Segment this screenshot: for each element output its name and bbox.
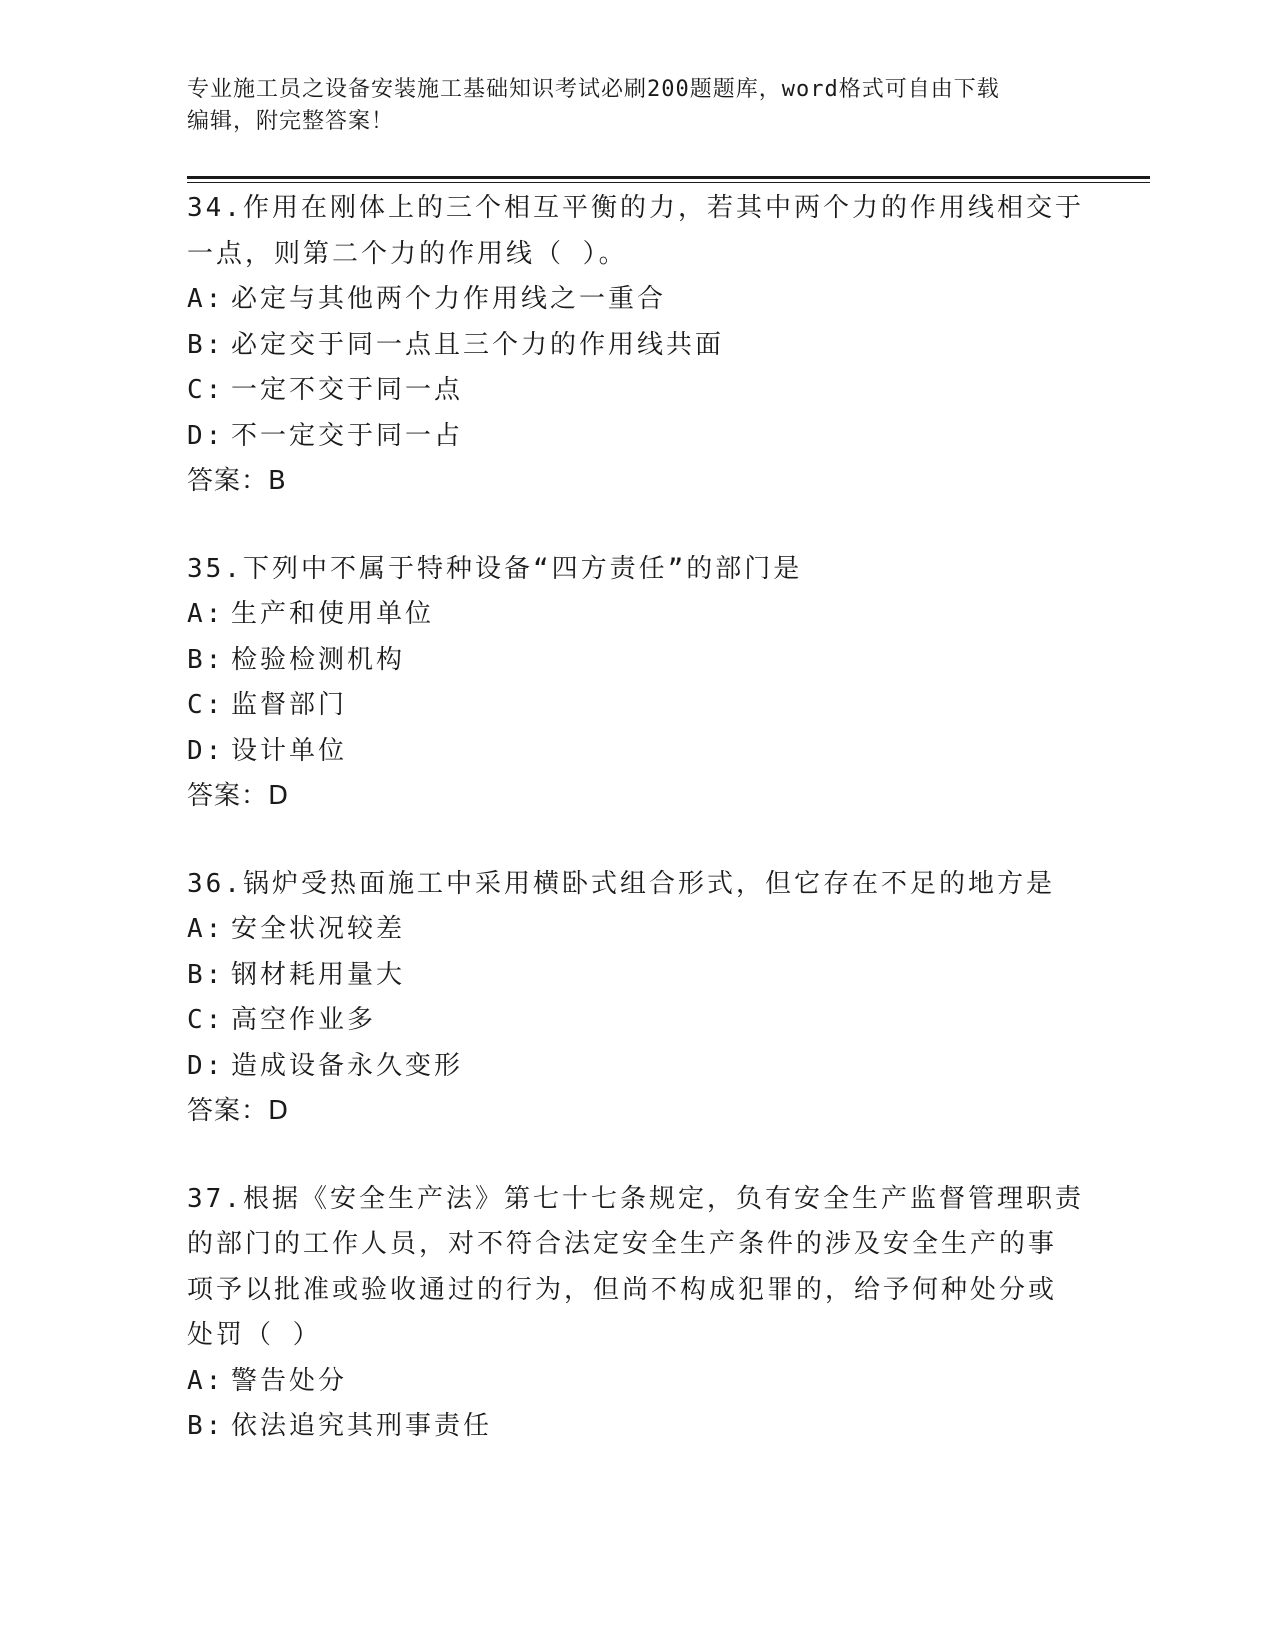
option-text: 不一定交于同一占 bbox=[231, 420, 464, 451]
question-37 bbox=[187, 1177, 1087, 1450]
question-stem-line: 37.根据《安全生产法》第七十七条规定，负有安全生产监督管理职责 bbox=[187, 1183, 1084, 1214]
option-text: 监督部门 bbox=[231, 690, 348, 720]
question-stem-line: 项予以批准或验收通过的行为，但尚不构成犯罪的，给予何种处分或 bbox=[187, 1274, 1058, 1305]
option-letter: D: bbox=[187, 420, 225, 451]
option-text: 必定与其他两个力作用线之一重合 bbox=[231, 284, 667, 314]
option-letter: C: bbox=[187, 690, 225, 720]
option-letter: A: bbox=[187, 1365, 225, 1396]
option-a bbox=[187, 907, 1087, 953]
question-stem-line: 36.锅炉受热面施工中采用横卧式组合形式，但它存在不足的地方是 bbox=[187, 868, 1055, 899]
option-b bbox=[187, 1404, 1087, 1450]
option-letter: B: bbox=[187, 644, 225, 675]
option-text: 高空作业多 bbox=[231, 1005, 377, 1035]
option-c bbox=[187, 683, 1087, 729]
option-letter: A: bbox=[187, 914, 225, 944]
option-b bbox=[187, 323, 1087, 369]
question-35 bbox=[187, 547, 1087, 820]
option-c bbox=[187, 998, 1087, 1044]
option-a bbox=[187, 592, 1087, 638]
option-text: 依法追究其刑事责任 bbox=[231, 1411, 493, 1441]
question-stem-line: 34.作用在刚体上的三个相互平衡的力，若其中两个力的作用线相交于 bbox=[187, 193, 1084, 223]
option-text: 检验检测机构 bbox=[231, 644, 406, 675]
option-text: 必定交于同一点且三个力的作用线共面 bbox=[231, 329, 725, 360]
option-text: 警告处分 bbox=[231, 1365, 348, 1396]
question-stem-line: 35.下列中不属于特种设备“四方责任”的部门是 bbox=[187, 553, 803, 584]
option-letter: B: bbox=[187, 329, 225, 360]
option-text: 一定不交于同一点 bbox=[231, 375, 464, 405]
option-letter: C: bbox=[187, 375, 225, 405]
question-36 bbox=[187, 862, 1087, 1135]
option-c bbox=[187, 368, 1087, 414]
document-header bbox=[187, 74, 1067, 138]
option-letter: B: bbox=[187, 959, 225, 990]
header-divider-thin bbox=[187, 182, 1150, 183]
option-d bbox=[187, 414, 1087, 460]
answer-line: 答案：D bbox=[187, 1096, 290, 1126]
question-stem-line: 处罚（ ） bbox=[187, 1320, 322, 1350]
question-stem-line: 的部门的工作人员，对不符合法定安全生产条件的涉及安全生产的事 bbox=[187, 1229, 1058, 1259]
option-letter: A: bbox=[187, 284, 225, 314]
option-letter: D: bbox=[187, 1050, 225, 1081]
option-letter: B: bbox=[187, 1411, 225, 1441]
answer-line: 答案：B bbox=[187, 466, 287, 496]
option-letter: D: bbox=[187, 735, 225, 766]
option-text: 设计单位 bbox=[231, 735, 348, 766]
header-line-1: 专业施工员之设备安装施工基础知识考试必刷200题题库，word格式可自由下载 bbox=[187, 77, 1000, 102]
option-b bbox=[187, 953, 1087, 999]
header-divider-thick bbox=[187, 176, 1150, 179]
header-line-2: 编辑，附完整答案！ bbox=[187, 109, 395, 134]
option-letter: C: bbox=[187, 1005, 225, 1035]
option-d bbox=[187, 1044, 1087, 1090]
option-letter: A: bbox=[187, 599, 225, 629]
option-a bbox=[187, 277, 1087, 323]
option-b bbox=[187, 638, 1087, 684]
option-d bbox=[187, 729, 1087, 775]
question-stem-line: 一点，则第二个力的作用线（ ）。 bbox=[187, 238, 628, 269]
option-a bbox=[187, 1359, 1087, 1405]
question-34 bbox=[187, 186, 1087, 505]
answer-line: 答案：D bbox=[187, 781, 290, 811]
option-text: 造成设备永久变形 bbox=[231, 1050, 464, 1081]
option-text: 安全状况较差 bbox=[231, 914, 406, 944]
option-text: 钢材耗用量大 bbox=[231, 959, 406, 990]
question-list bbox=[187, 186, 1087, 1492]
option-text: 生产和使用单位 bbox=[231, 599, 435, 629]
